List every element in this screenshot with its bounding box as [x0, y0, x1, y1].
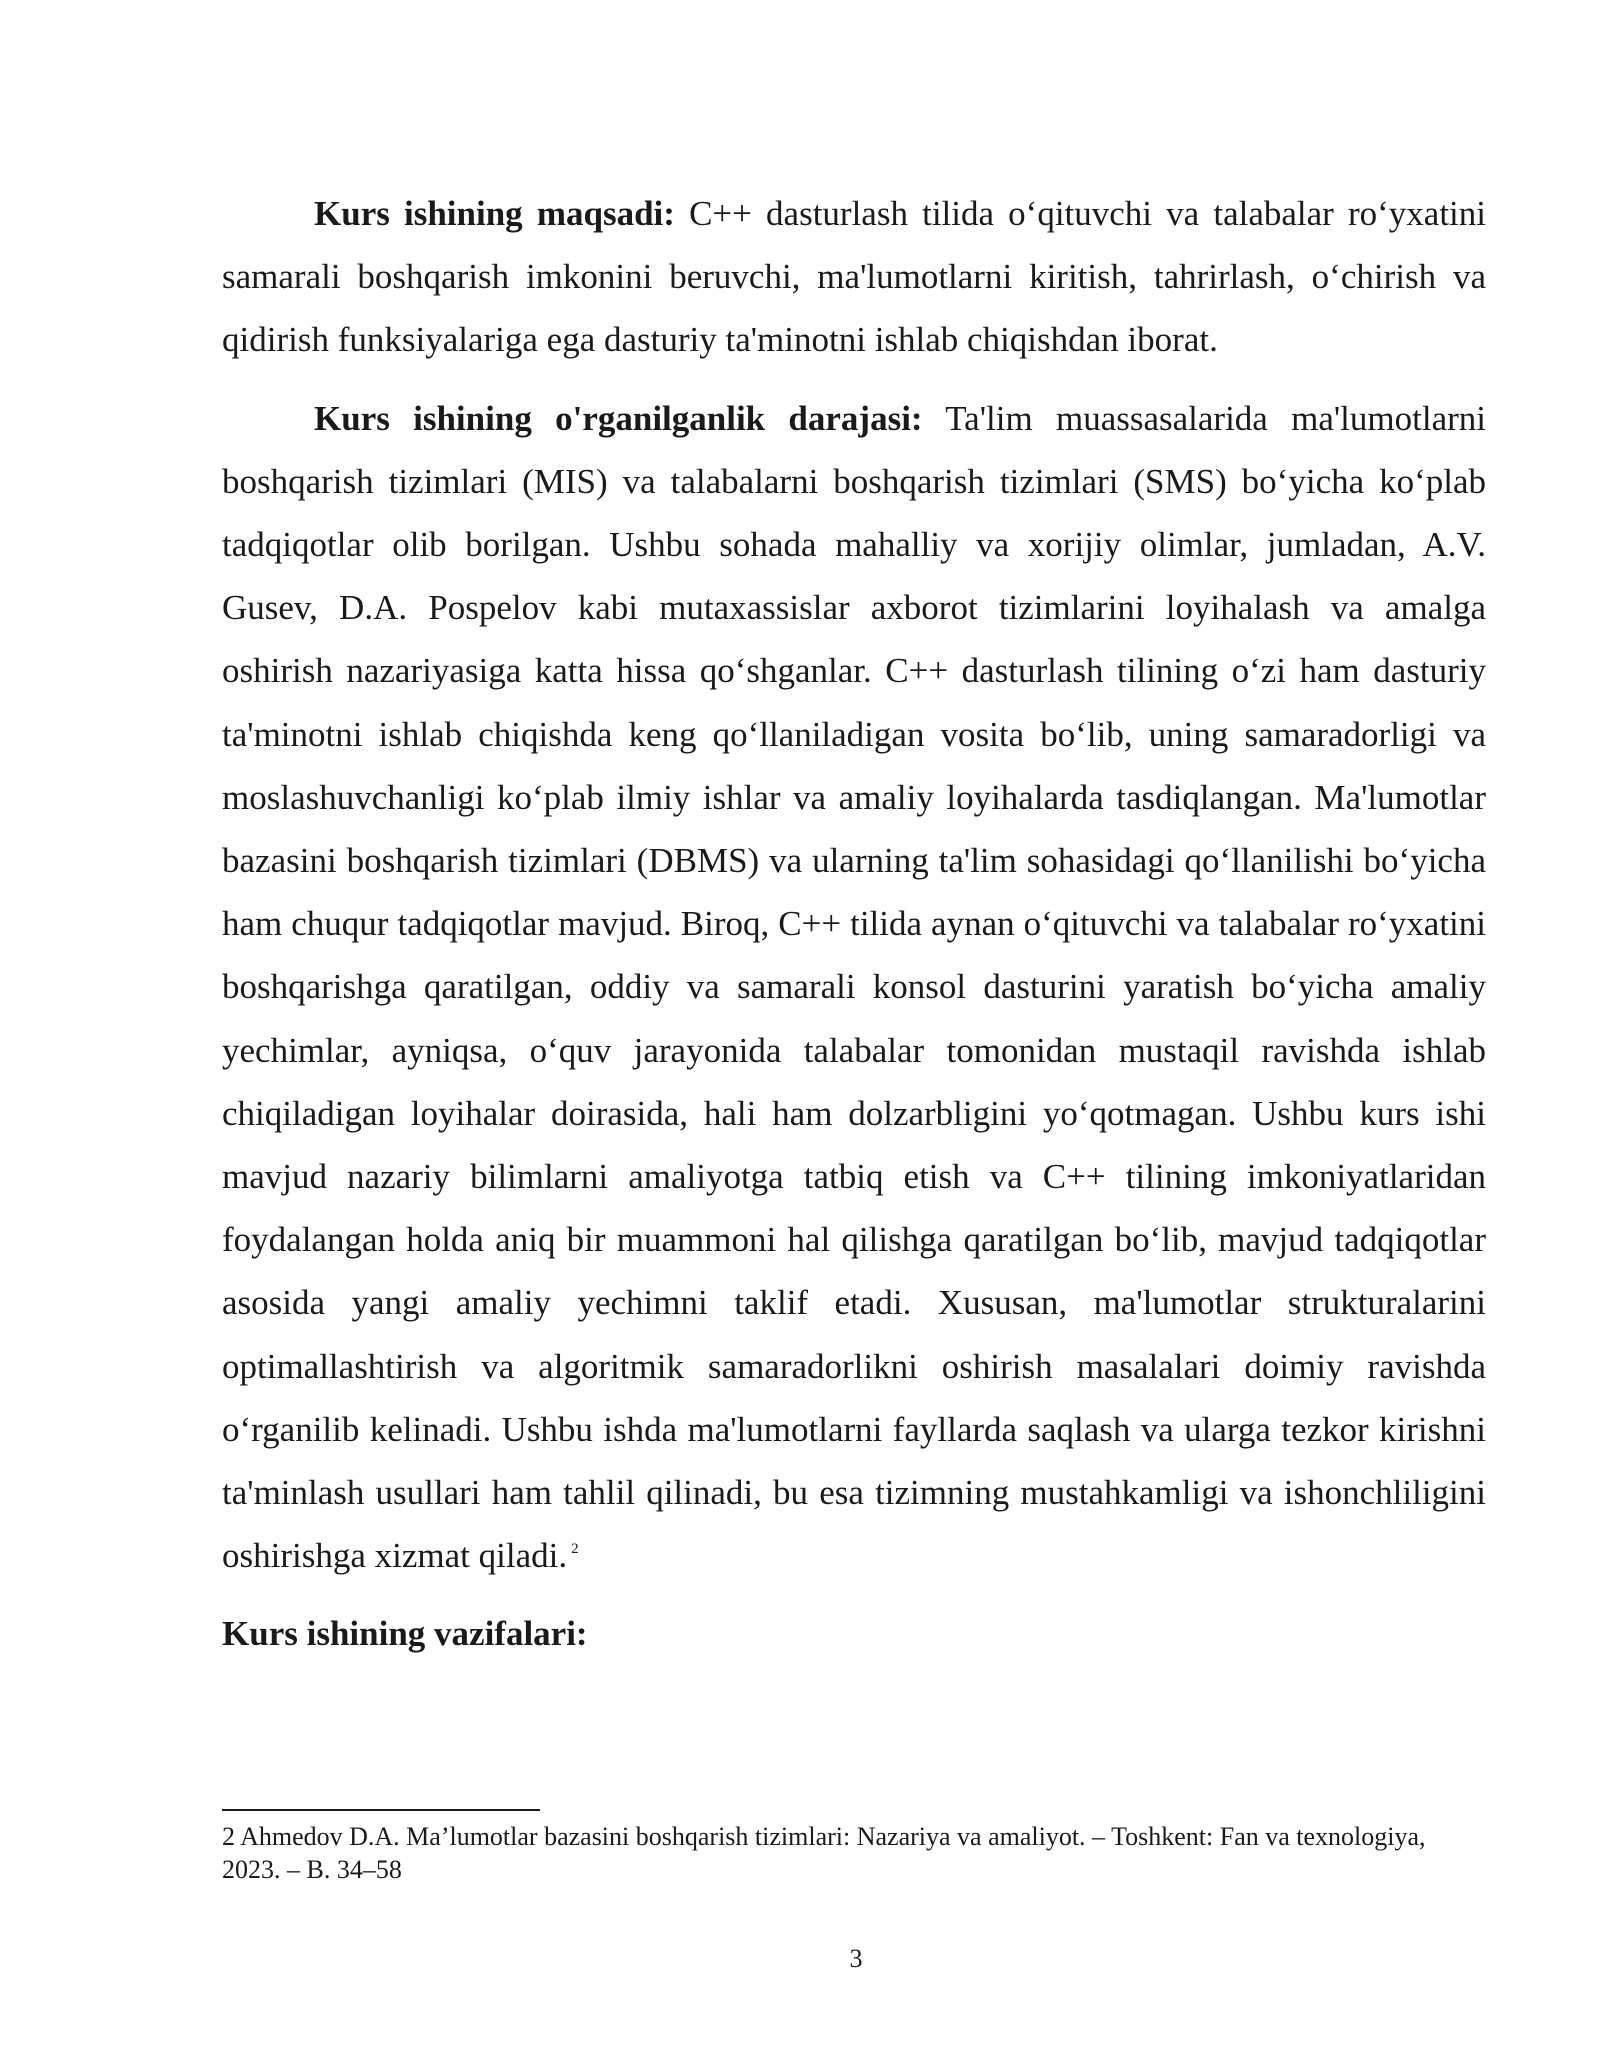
goal-lead: Kurs ishining maqsadi: — [314, 194, 675, 233]
body-text — [222, 182, 1486, 1666]
goal-paragraph — [222, 182, 1486, 372]
study-level-paragraph — [222, 387, 1486, 1588]
footnote-separator — [222, 1809, 540, 1811]
footnote-reference[interactable]: 2 — [571, 1541, 579, 1558]
tasks-heading: Kurs ishining vazifalari: — [222, 1614, 588, 1654]
study-level-lead: Kurs ishining o'rganilganlik darajasi: — [314, 398, 923, 438]
footnote-text: 2 Ahmedov D.A. Ma’lumotlar bazasini boshqarish tizimlari: Nazariya va amaliyot. – Toshkent: Fan va texnologiya, 2023. – B. 34–58 — [222, 1822, 1426, 1884]
page-number: 3 — [849, 1944, 863, 1973]
goal-text: C++ dasturlash tilida o‘qituvchi va talabalar ro‘yxatini samarali boshqarish imkonini beruvchi, ma'lumotlarni kiritish, tahrirlash, o‘chirish va qidirish funksiyalariga ega dasturiy ta'minotni ishlab chiqishdan iborat. — [222, 194, 1486, 360]
study-level-text: Ta'lim muassasalarida ma'lumotlarni boshqarish tizimlari (MIS) va talabalarni boshqarish tizimlari (SMS) bo‘yicha ko‘plab tadqiqotlar olib borilgan. Ushbu sohada mahalliy va xorijiy olimlar, jumladan, A.V. Gusev, D.A. Pospelov kabi mutaxassislar axborot tizimlarini loyihalash va amalga oshirish nazariyasiga katta hissa qo‘shganlar. C++ dasturlash tilining o‘zi ham dasturiy ta'minotni ishlab chiqishda keng qo‘llaniladigan vosita bo‘lib, uning samaradorligi va moslashuvchanligi ko‘plab ilmiy ishlar va amaliy loyihalarda tasdiqlangan. Ma'lumotlar bazasini boshqarish tizimlari (DBMS) va ularning ta'lim sohasidagi qo‘llanilishi bo‘yicha ham chuqur tadqiqotlar mavjud. Biroq, C++ tilida aynan o‘qituvchi va talabalar ro‘yxatini boshqarishga qaratilgan, oddiy va samarali konsol dasturini yaratish bo‘yicha amaliy yechimlar, ayniqsa, o‘quv jarayonida talabalar tomonidan mustaqil ravishda ishlab chiqiladigan loyihalar doirasida, hali ham dolzarbligini yo‘qotmagan. Ushbu kurs ishi mavjud nazariy bilimlarni amaliyotga tatbiq etish va C++ tilining imkoniyatlaridan foydalangan holda aniq bir muammoni hal qilishga qaratilgan bo‘lib, mavjud tadqiqotlar asosida yangi amaliy yechimni taklif etadi. Xususan, ma'lumotlar strukturalarini optimallashtirish va algoritmik samaradorlikni oshirish masalalari doimiy ravishda o‘rganilib kelinadi. Ushbu ishda ma'lumotlarni fayllarda saqlash va ularga tezkor kirishni ta'minlash usullari ham tahlil qilinadi, bu esa tizimning mustahkamligi va ishonchliligini oshirishga xizmat qiladi. — [222, 398, 1486, 1576]
